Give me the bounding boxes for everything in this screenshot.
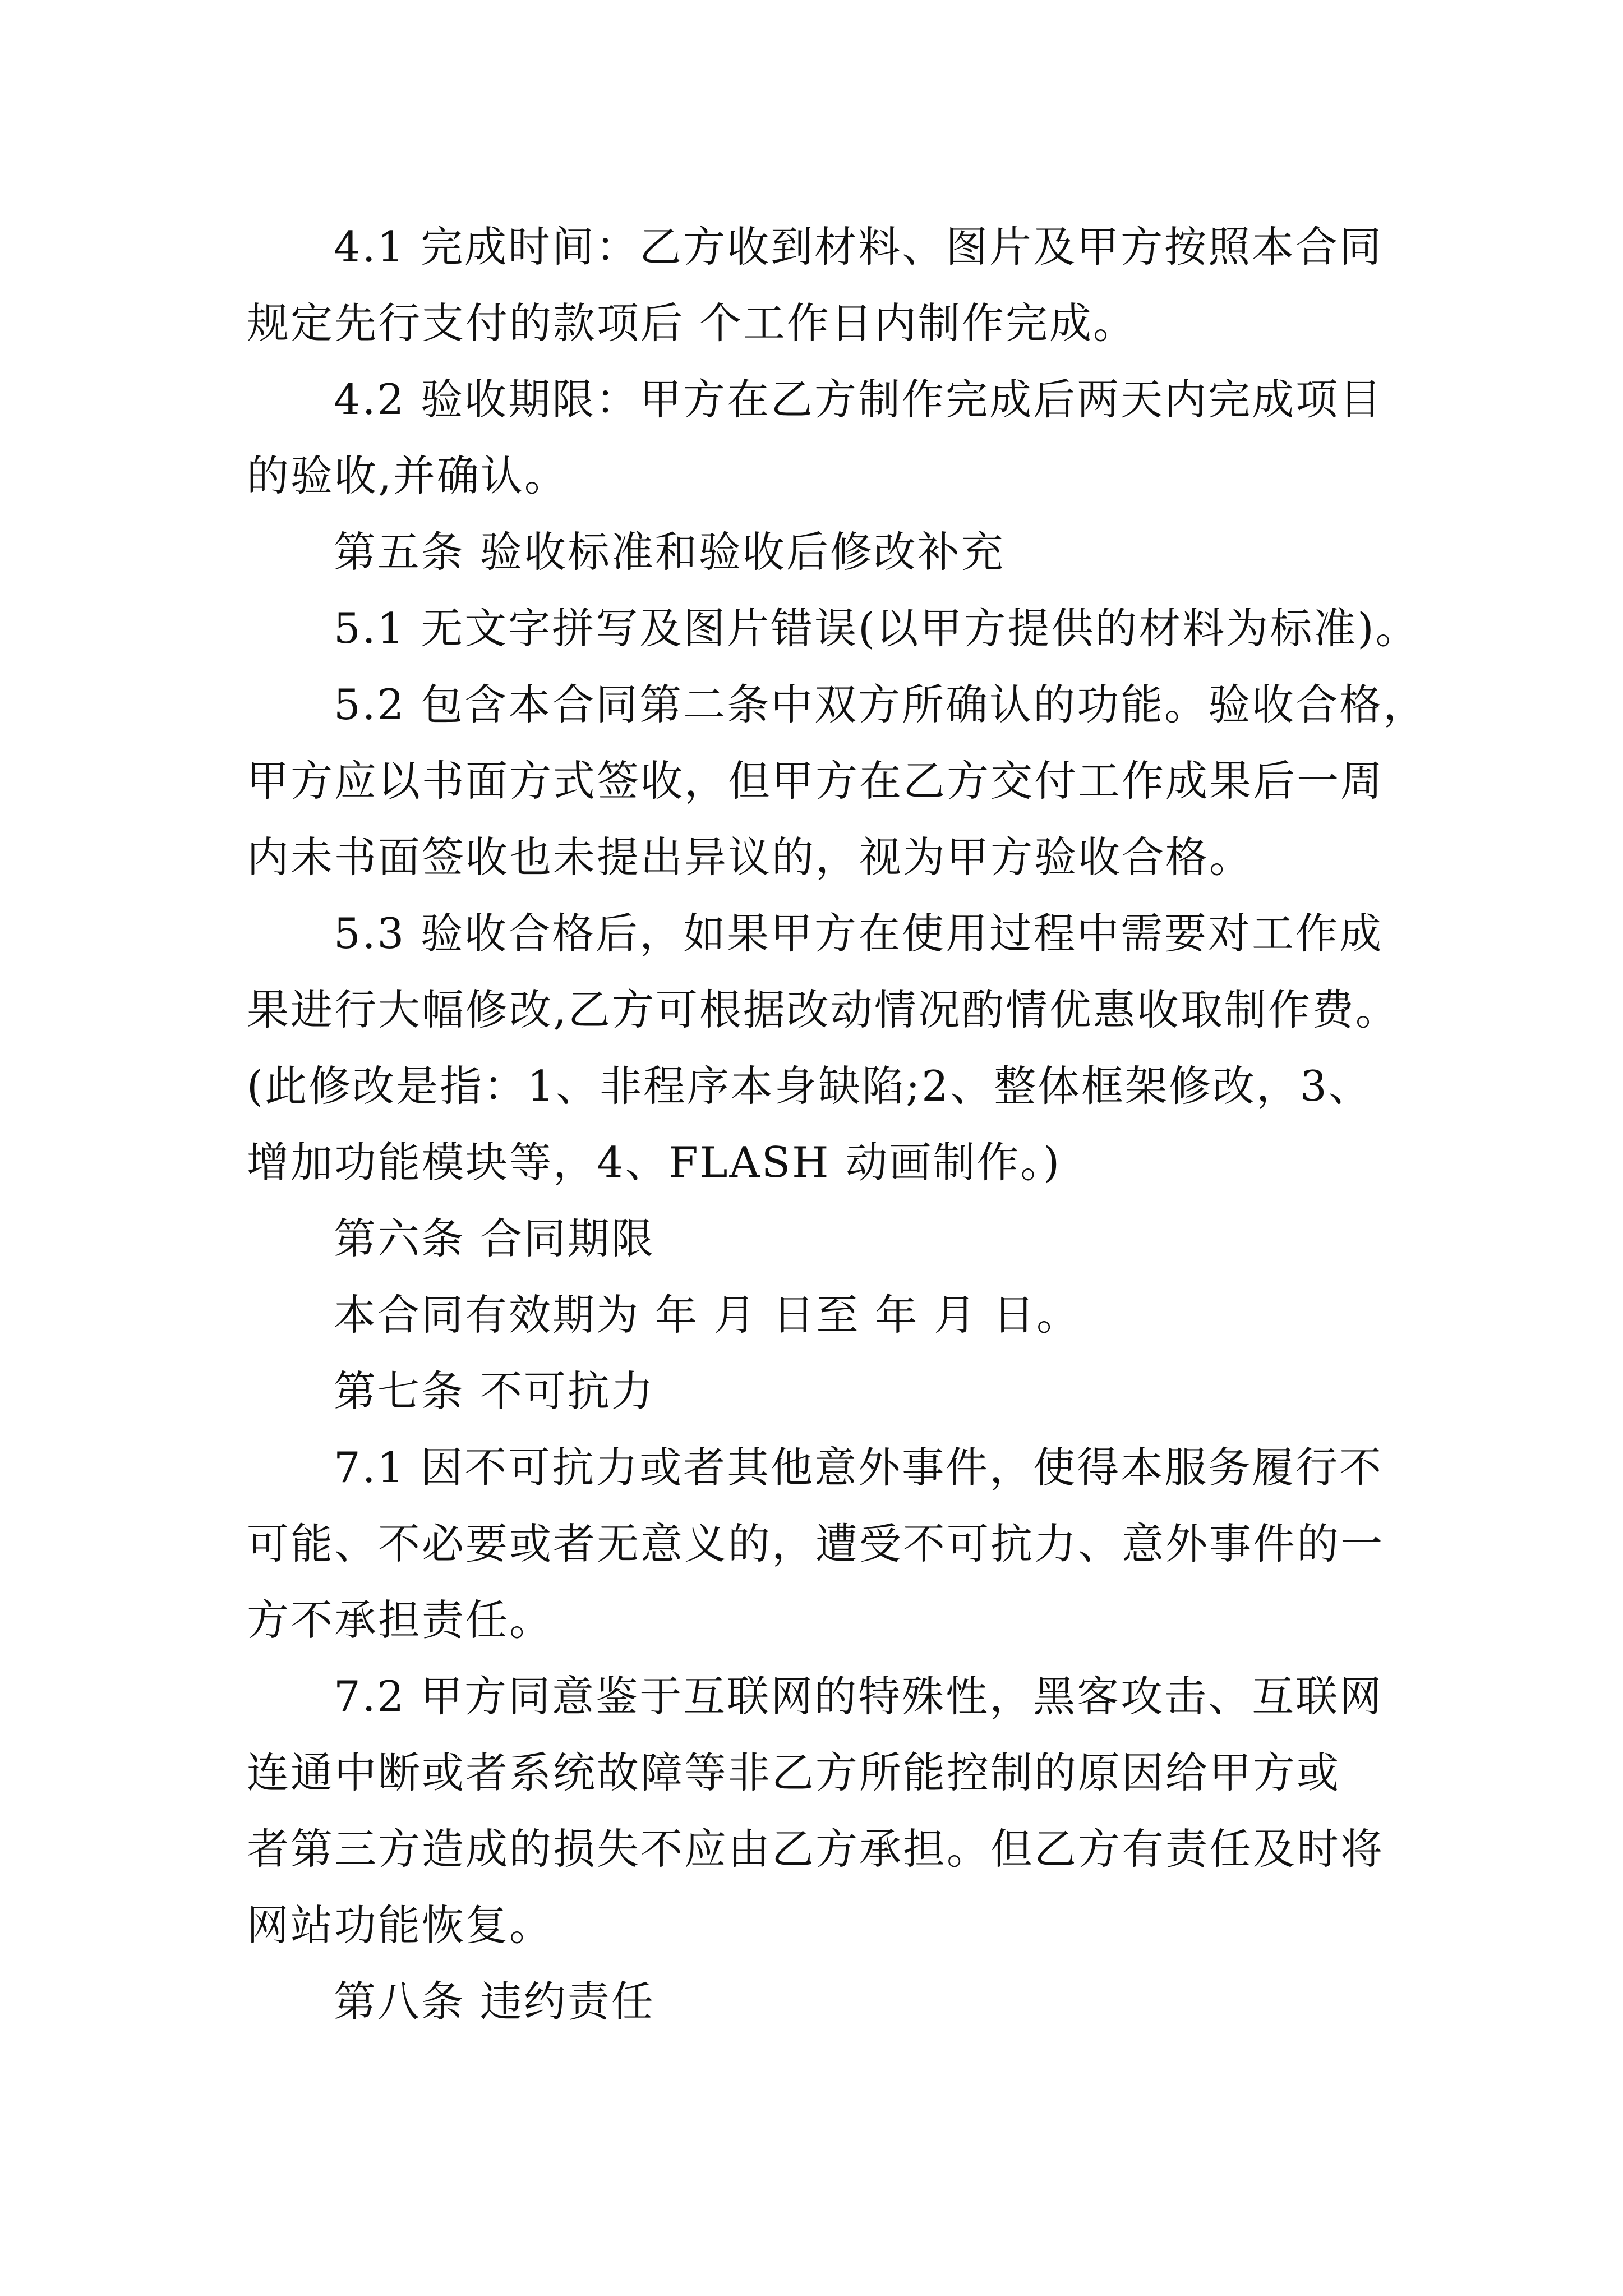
line-7-1-continuation-2: 方不承担责任。 [247,1595,554,1645]
line-5-3-continuation-3: 增加功能模块等，4、FLASH 动画制作。) [247,1138,1062,1187]
line-5-2-continuation-2: 内未书面签收也未提出异议的，视为甲方验收合格。 [247,832,1253,882]
line-5-3: 5.3 验收合格后，如果甲方在使用过程中需要对工作成 [334,909,1384,958]
section-6-heading: 第六条 合同期限 [334,1214,655,1263]
line-5-3-continuation-2: (此修改是指：1、非程序本身缺陷;2、整体框架修改，3、 [247,1061,1372,1111]
line-7-1-continuation-1: 可能、不必要或者无意义的，遭受不可抗力、意外事件的一 [247,1519,1385,1568]
line-6-term: 本合同有效期为 年 月 日至 年 月 日。 [334,1290,1081,1340]
section-7-heading: 第七条 不可抗力 [334,1366,655,1416]
line-4-2-acceptance-period: 4.2 验收期限：甲方在乙方制作完成后两天内完成项目 [334,375,1384,424]
line-5-3-continuation-1: 果进行大幅修改,乙方可根据改动情况酌情优惠收取制作费。 [247,985,1399,1034]
line-5-2-continuation-1: 甲方应以书面方式签收，但甲方在乙方交付工作成果后一周 [247,756,1385,806]
contract-text-block [247,209,1514,2040]
section-5-heading: 第五条 验收标准和验收后修改补充 [334,527,1005,577]
line-7-2-continuation-3: 网站功能恢复。 [247,1901,554,1950]
line-4-1-continuation: 规定先行支付的款项后 个工作日内制作完成。 [247,298,1137,348]
line-7-1: 7.1 因不可抗力或者其他意外事件，使得本服务履行不 [334,1443,1384,1492]
line-7-2-continuation-1: 连通中断或者系统故障等非乙方所能控制的原因给甲方或 [247,1748,1341,1797]
line-4-2-continuation: 的验收,并确认。 [247,451,568,500]
line-7-2-continuation-2: 者第三方造成的损失不应由乙方承担。但乙方有责任及时将 [247,1824,1385,1874]
line-5-2: 5.2 包含本合同第二条中双方所确认的功能。验收合格， [334,680,1427,729]
line-5-1: 5.1 无文字拼写及图片错误(以甲方提供的材料为标准)。 [334,604,1419,653]
section-8-heading: 第八条 违约责任 [334,1977,655,2026]
line-4-1-completion-time: 4.1 完成时间：乙方收到材料、图片及甲方按照本合同 [334,222,1384,272]
line-7-2: 7.2 甲方同意鉴于互联网的特殊性，黑客攻击、互联网 [334,1672,1384,1721]
